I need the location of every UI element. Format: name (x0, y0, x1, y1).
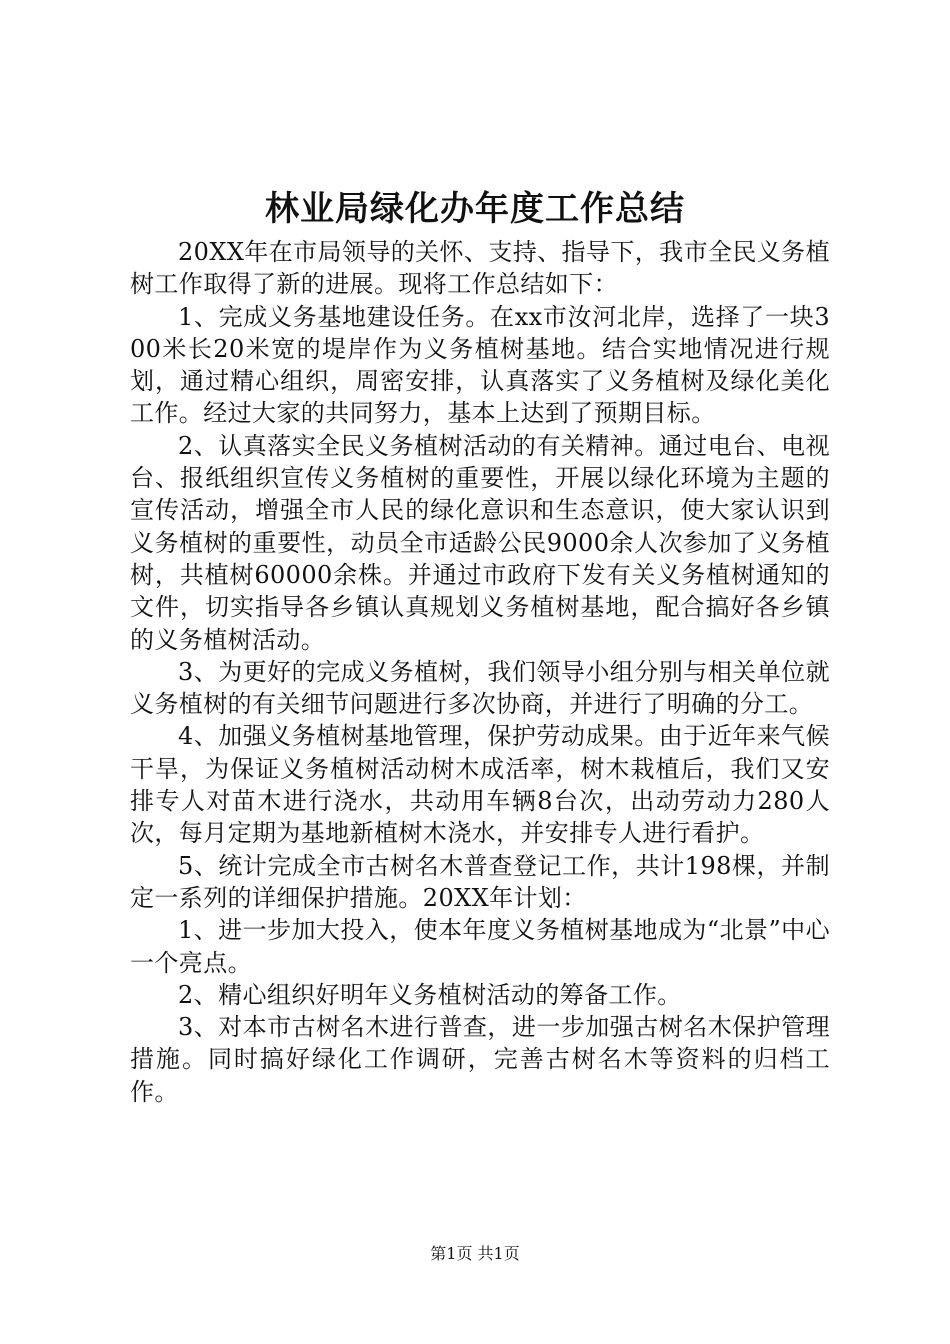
paragraph-item-2: 2、认真落实全民义务植树活动的有关精神。通过电台、电视台、报纸组织宣传义务植树的重要性，开展以绿化环境为主题的宣传活动，增强全市人民的绿化意识和生态意识，使大家认识到义务植树的重要性，动员全市适龄公民9000余人次参加了义务植树，共植树60000余株。并通过市政府下发有关义务植树通知的文件，切实指导各乡镇认真规划义务植树基地，配合搞好各乡镇的义务植树活动。 (130, 431, 830, 654)
paragraph-item-5: 5、统计完成全市古树名木普查登记工作，共计198棵，并制定一系列的详细保护措施。20XX年计划： (130, 851, 830, 912)
paragraph-intro: 20XX年在市局领导的关怀、支持、指导下，我市全民义务植树工作取得了新的进展。现将工作总结如下： (130, 238, 830, 299)
document-title: 林业局绿化办年度工作总结 (265, 189, 685, 229)
plan-item-3: 3、对本市古树名木进行普查，进一步加强古树名木保护管理措施。同时搞好绿化工作调研，完善古树名木等资料的归档工作。 (130, 1013, 830, 1106)
paragraph-item-3: 3、为更好的完成义务植树，我们领导小组分别与相关单位就义务植树的有关细节问题进行多次协商，并进行了明确的分工。 (130, 657, 830, 719)
page-footer: 第1页 共1页 (430, 1244, 520, 1263)
plan-item-1: 1、进一步加大投入，使本年度义务植树基地成为“北景”中心一个亮点。 (130, 916, 830, 977)
paragraph-item-1: 1、完成义务基地建设任务。在xx市汝河北岸，选择了一块300米长20米宽的堤岸作为义务植树基地。结合实地情况进行规划，通过精心组织，周密安排，认真落实了义务植树及绿化美化工作。经过大家的共同努力，基本上达到了预期目标。 (130, 302, 830, 428)
paragraph-item-4: 4、加强义务植树基地管理，保护劳动成果。由于近年来气候干旱，为保证义务植树活动树木成活率，树木栽植后，我们又安排专人对苗木进行浇水，共动用车辆8台次，出动劳动力280人次，每月定期为基地新植树木浇水，并安排专人进行看护。 (130, 722, 830, 848)
plan-item-2: 2、精心组织好明年义务植树活动的筹备工作。 (178, 980, 682, 1009)
document-body (130, 236, 830, 1108)
